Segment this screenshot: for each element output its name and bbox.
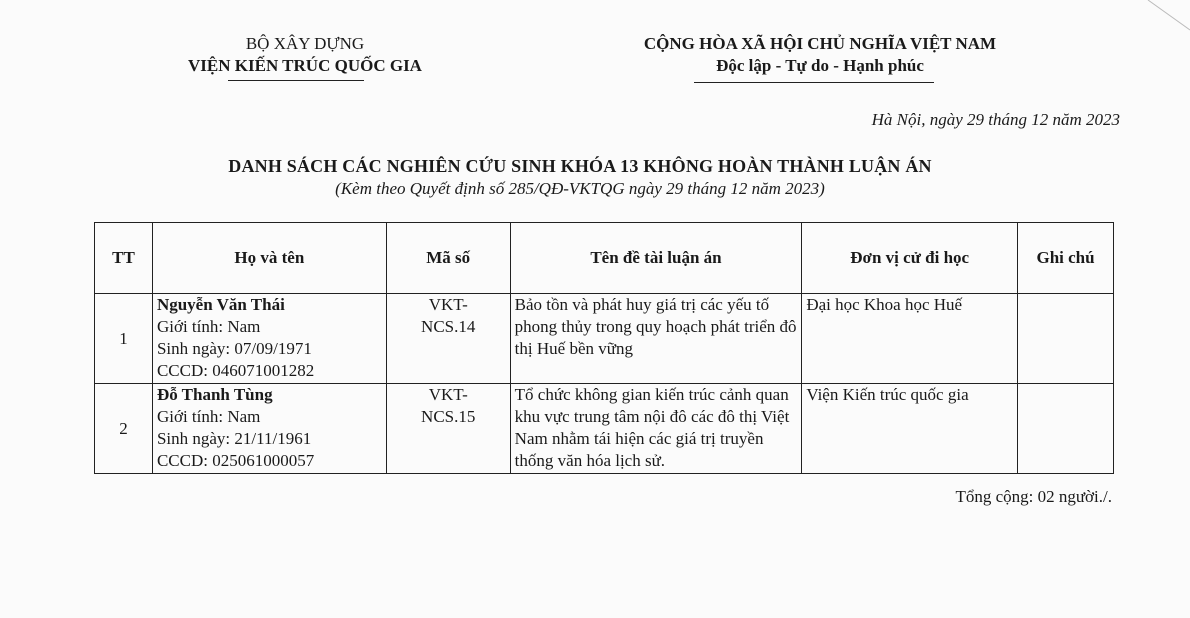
institute-name: VIỆN KIẾN TRÚC QUỐC GIA [188,56,422,75]
sending-unit: Viện Kiến trúc quốc gia [802,384,1018,474]
sending-unit: Đại học Khoa học Huế [802,294,1018,384]
table-row [95,294,1114,384]
person-dob: Sinh ngày: 21/11/1961 [156,429,312,448]
thesis-title: Bảo tồn và phát huy giá trị các yếu tố phong thủy trong quy hoạch phát triển đô thị Huế bền vững [510,294,802,384]
note-cell [1018,384,1114,474]
column-header-code: Mã số [386,223,510,294]
issuer-block [150,33,460,77]
candidates-table [94,222,1114,474]
person-dob: Sinh ngày: 07/09/1971 [156,339,312,358]
code-part-2: NCS.14 [421,317,476,336]
code-part-2: NCS.15 [421,407,476,426]
code-cell [386,294,510,384]
national-motto: Độc lập - Tự do - Hạnh phúc [716,56,924,75]
person-cell [152,384,386,474]
document-title: DANH SÁCH CÁC NGHIÊN CỨU SINH KHÓA 13 KHÔNG HOÀN THÀNH LUẬN ÁN [228,156,932,176]
national-heading [600,33,1040,77]
person-cell [152,294,386,384]
table-row [95,384,1114,474]
document-date: Hà Nội, ngày 29 tháng 12 năm 2023 [871,110,1120,129]
person-cccd: CCCD: 025061000057 [156,451,315,470]
column-header-thesis: Tên đề tài luận án [510,223,802,294]
person-gender: Giới tính: Nam [156,407,261,426]
person-cccd: CCCD: 046071001282 [156,361,315,380]
total-count: Tổng cộng: 02 người./. [955,487,1112,506]
row-number: 1 [95,294,153,384]
thesis-title: Tổ chức không gian kiến trúc cảnh quan khu vực trung tâm nội đô các đô thị Việt Nam nhằm tái hiện các giá trị truyền thống văn hóa lịch sử. [510,384,802,474]
column-header-note: Ghi chú [1018,223,1114,294]
code-cell [386,384,510,474]
page-fold-mark [1140,0,1190,40]
code-part-1: VKT- [428,295,468,314]
column-header-tt: TT [95,223,153,294]
issuer-underline [228,80,364,81]
code-part-1: VKT- [428,385,468,404]
document-subtitle: (Kèm theo Quyết định số 285/QĐ-VKTQG ngày 29 tháng 12 năm 2023) [335,179,825,198]
table-header-row [95,223,1114,294]
row-number: 2 [95,384,153,474]
person-name: Đỗ Thanh Tùng [156,385,273,404]
ministry-name: BỘ XÂY DỰNG [245,34,365,53]
country-name: CỘNG HÒA XÃ HỘI CHỦ NGHĨA VIỆT NAM [643,34,997,53]
person-gender: Giới tính: Nam [156,317,261,336]
column-header-name: Họ và tên [152,223,386,294]
column-header-unit: Đơn vị cử đi học [802,223,1018,294]
note-cell [1018,294,1114,384]
person-name: Nguyễn Văn Thái [156,295,285,314]
motto-underline [694,82,934,83]
